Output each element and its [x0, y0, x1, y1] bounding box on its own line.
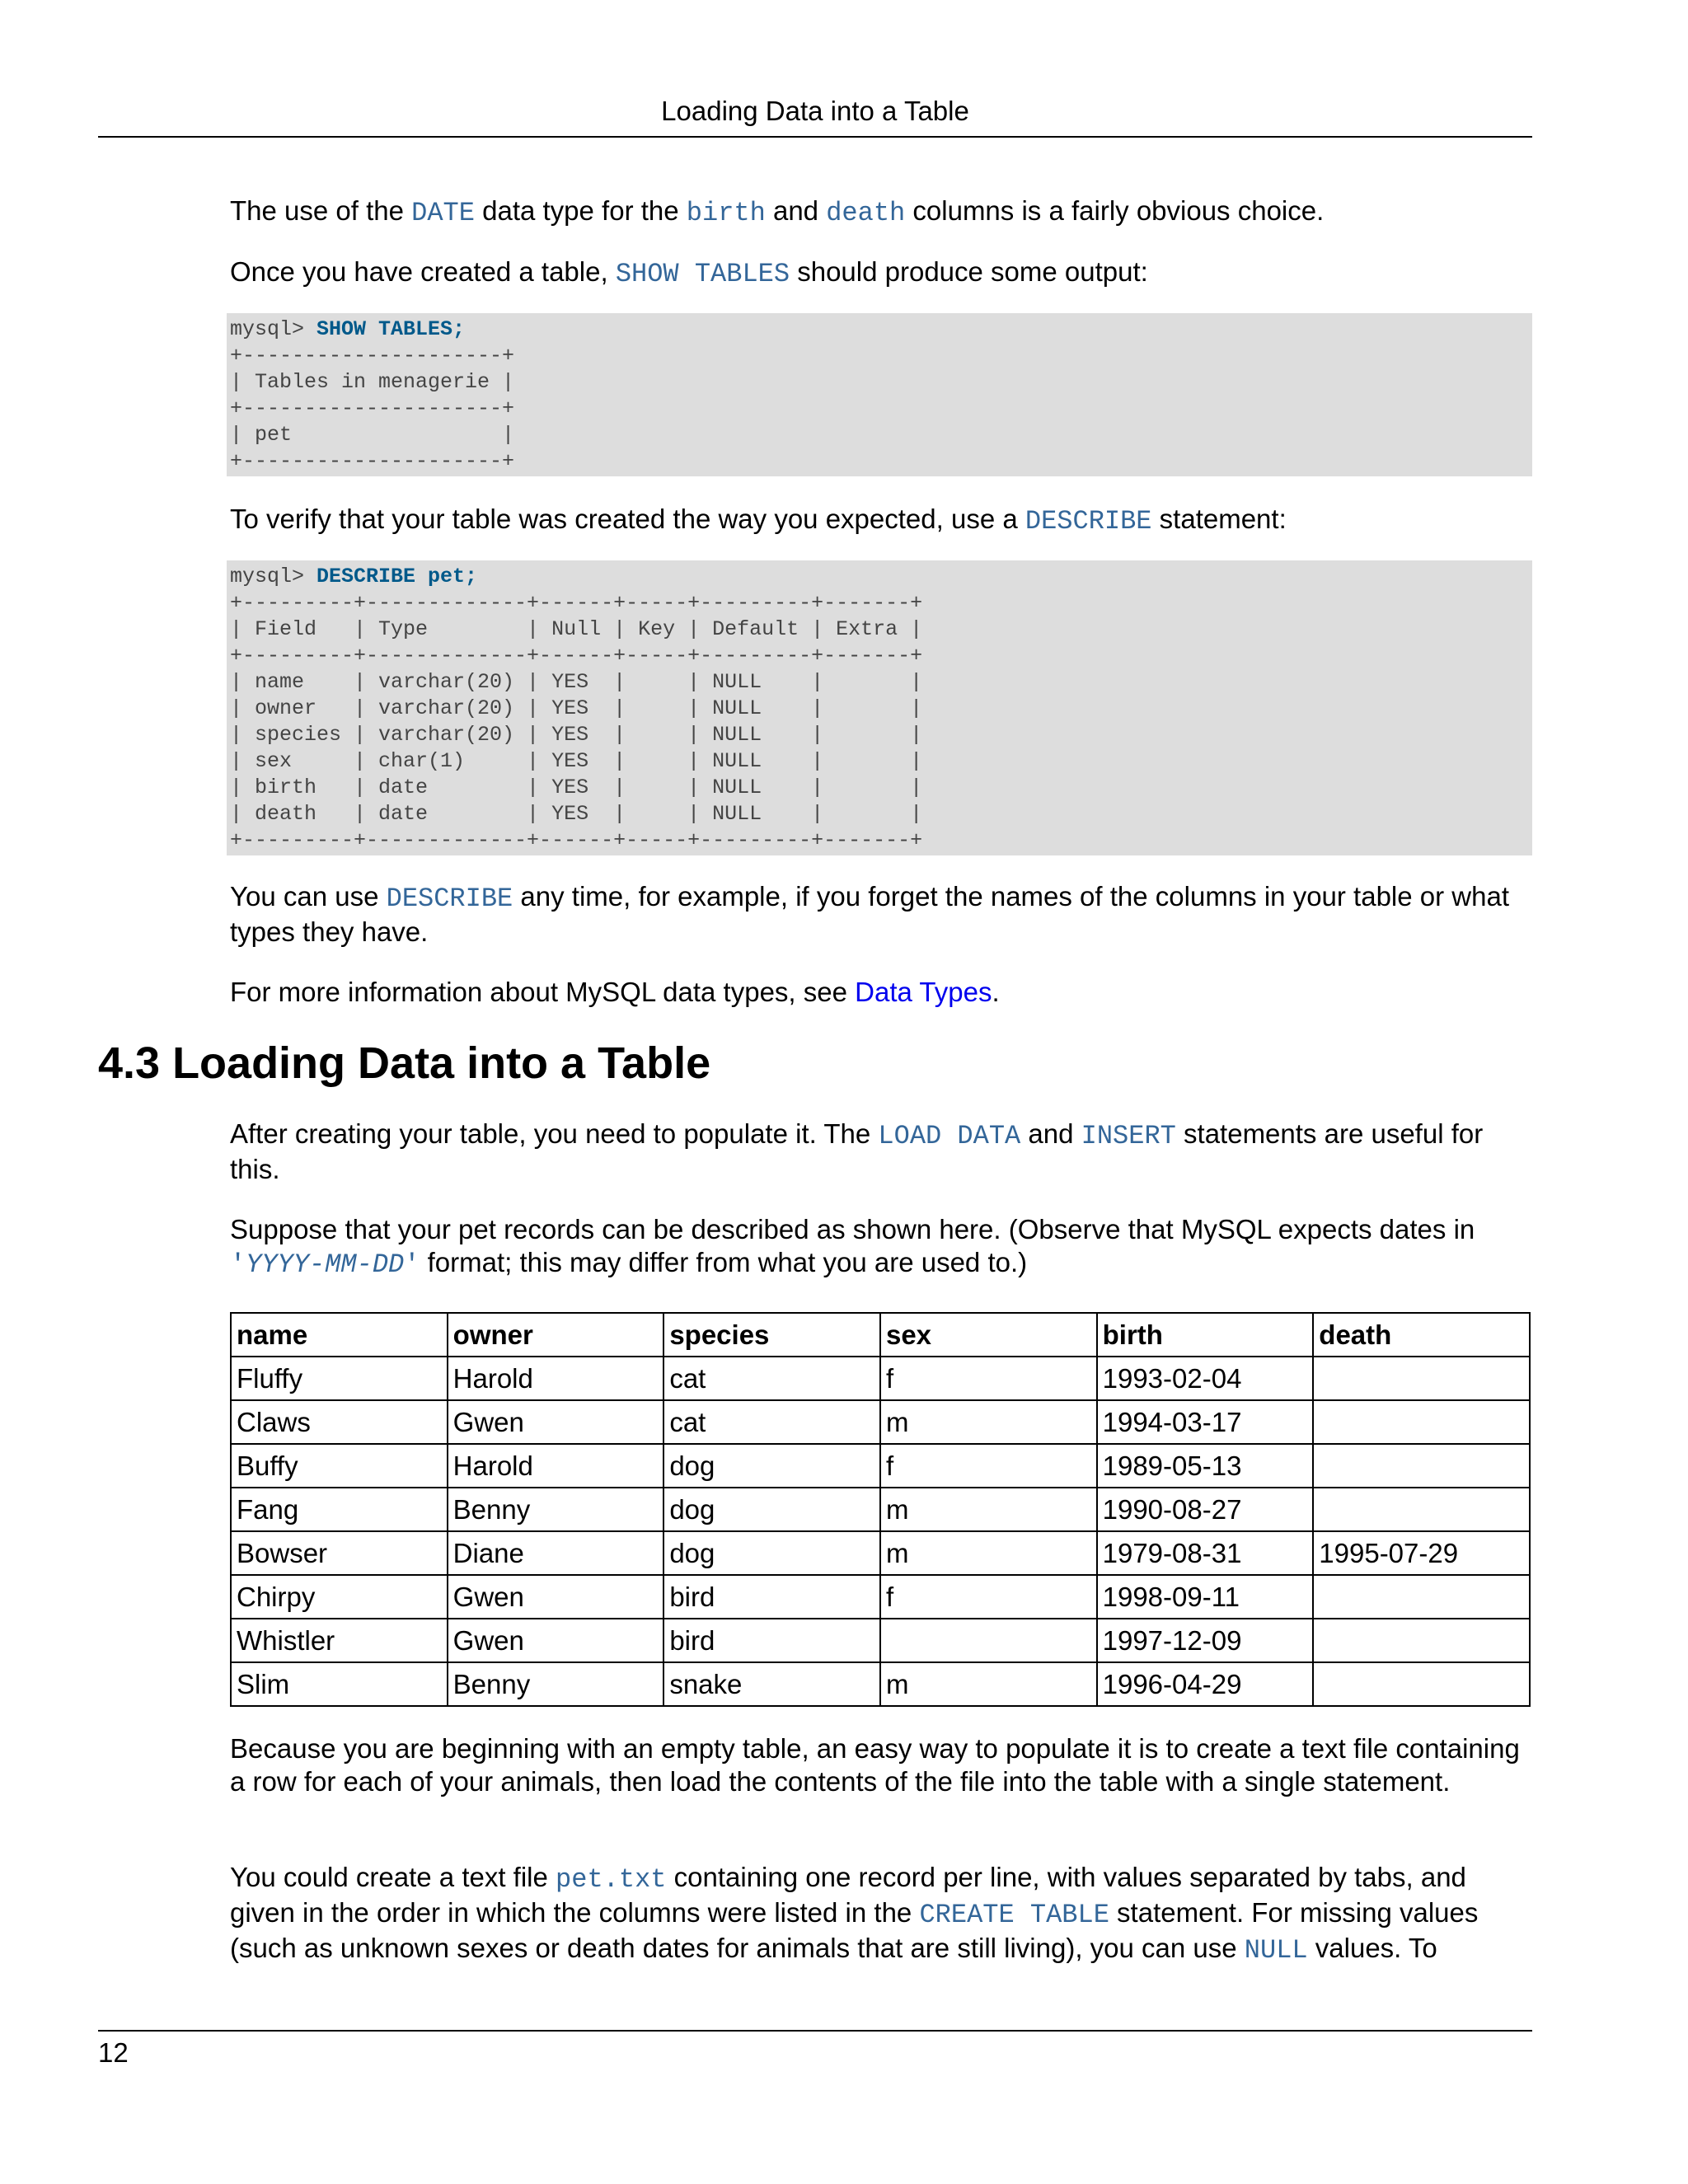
- table-cell: 1996-04-29: [1097, 1662, 1314, 1706]
- table-row: [231, 1488, 1530, 1531]
- table-cell: Harold: [448, 1444, 664, 1488]
- table-cell: Benny: [448, 1662, 664, 1706]
- table-cell: f: [880, 1575, 1097, 1619]
- column-header: name: [231, 1313, 448, 1357]
- table-cell: m: [880, 1488, 1097, 1531]
- table-cell: cat: [663, 1357, 880, 1400]
- code-create-table: CREATE TABLE: [919, 1900, 1109, 1930]
- table-cell: Bowser: [231, 1531, 448, 1575]
- table-cell: dog: [663, 1531, 880, 1575]
- column-header: sex: [880, 1313, 1097, 1357]
- column-header: species: [663, 1313, 880, 1357]
- footer-rule: [98, 2030, 1532, 2032]
- table-row: [231, 1662, 1530, 1706]
- code-null: NULL: [1244, 1935, 1308, 1966]
- page-number: 12: [98, 2037, 129, 2068]
- table-header-row: [231, 1313, 1530, 1357]
- table-cell: Fluffy: [231, 1357, 448, 1400]
- table-cell: Chirpy: [231, 1575, 448, 1619]
- column-header: owner: [448, 1313, 664, 1357]
- table-cell: [1313, 1400, 1530, 1444]
- code-date-format: YYYY-MM-DD: [246, 1249, 405, 1280]
- table-cell: [1313, 1488, 1530, 1531]
- table-row: [231, 1400, 1530, 1444]
- table-cell: [1313, 1575, 1530, 1619]
- table-cell: Gwen: [448, 1400, 664, 1444]
- table-cell: Whistler: [231, 1619, 448, 1662]
- table-cell: [1313, 1357, 1530, 1400]
- table-cell: cat: [663, 1400, 880, 1444]
- pet-records-table: [230, 1312, 1531, 1707]
- code-insert: INSERT: [1081, 1121, 1176, 1151]
- paragraph-describe-intro: To verify that your table was created the way you expected, use a DESCRIBE statement:: [230, 504, 1287, 537]
- table-cell: 1979-08-31: [1097, 1531, 1314, 1575]
- table-cell: [880, 1619, 1097, 1662]
- table-cell: Fang: [231, 1488, 448, 1531]
- table-cell: m: [880, 1531, 1097, 1575]
- table-row: [231, 1575, 1530, 1619]
- data-types-link[interactable]: Data Types: [855, 977, 992, 1007]
- code-describe-2: DESCRIBE: [386, 883, 513, 914]
- code-date: DATE: [411, 198, 475, 228]
- paragraph-populate: After creating your table, you need to populate it. The LOAD DATA and INSERT statements are useful for this.: [230, 1118, 1484, 1184]
- paragraph-describe-usage: You can use DESCRIBE any time, for example, if you forget the names of the columns in your table or what types they have.: [230, 881, 1510, 947]
- table-cell: Gwen: [448, 1619, 664, 1662]
- code-pet-txt: pet.txt: [556, 1864, 667, 1895]
- code-death: death: [826, 198, 906, 228]
- paragraph-show-tables: Once you have created a table, SHOW TABLES should produce some output:: [230, 256, 1148, 289]
- table-cell: Harold: [448, 1357, 664, 1400]
- paragraph-empty-table: Because you are beginning with an empty table, an easy way to populate it is to create a text file containing a row for each of your animals, then load the contents of the file into the table with a single statement.: [230, 1733, 1520, 1797]
- code-describe: DESCRIBE: [1025, 506, 1152, 537]
- table-cell: [1313, 1444, 1530, 1488]
- code-birth: birth: [686, 198, 766, 228]
- table-cell: bird: [663, 1619, 880, 1662]
- table-row: [231, 1444, 1530, 1488]
- section-heading: 4.3 Loading Data into a Table: [98, 1038, 711, 1088]
- table-cell: Buffy: [231, 1444, 448, 1488]
- table-cell: 1997-12-09: [1097, 1619, 1314, 1662]
- table-cell: [1313, 1662, 1530, 1706]
- table-cell: m: [880, 1400, 1097, 1444]
- table-cell: Claws: [231, 1400, 448, 1444]
- table-cell: 1994-03-17: [1097, 1400, 1314, 1444]
- table-cell: bird: [663, 1575, 880, 1619]
- table-row: [231, 1357, 1530, 1400]
- column-header: birth: [1097, 1313, 1314, 1357]
- table-cell: dog: [663, 1444, 880, 1488]
- table-cell: 1993-02-04: [1097, 1357, 1314, 1400]
- code-block-describe-pet: mysql> DESCRIBE pet; +---------+-------------+------+-----+---------+-------+ | Field | Type | Null | Key | Default | Extra | +---------+-------------+------+-----+---------+-------+ | name | varchar(20) | YES | | NULL | | | owner | varchar(20) | YES | | NULL | | | species | varchar(20) | YES | | NULL | | | sex | char(1) | YES | | NULL | | | birth | date | YES | | NULL | | | death | date | YES | | NULL | | +---------+-------------+------+-----+---------+-------+: [227, 560, 1532, 855]
- table-cell: Diane: [448, 1531, 664, 1575]
- table-cell: m: [880, 1662, 1097, 1706]
- table-cell: snake: [663, 1662, 880, 1706]
- table-cell: 1998-09-11: [1097, 1575, 1314, 1619]
- table-cell: f: [880, 1357, 1097, 1400]
- paragraph-date-type: The use of the DATE data type for the birth and death columns is a fairly obvious choice.: [230, 195, 1325, 228]
- code-block-show-tables: mysql> SHOW TABLES; +---------------------+ | Tables in menagerie | +---------------------+ | pet | +---------------------+: [227, 313, 1532, 476]
- table-cell: Slim: [231, 1662, 448, 1706]
- running-header: Loading Data into a Table: [661, 96, 969, 126]
- table-cell: Gwen: [448, 1575, 664, 1619]
- column-header: death: [1313, 1313, 1530, 1357]
- table-cell: dog: [663, 1488, 880, 1531]
- table-row: [231, 1531, 1530, 1575]
- paragraph-data-types: For more information about MySQL data types, see Data Types.: [230, 977, 1000, 1007]
- table-cell: 1989-05-13: [1097, 1444, 1314, 1488]
- table-cell: [1313, 1619, 1530, 1662]
- code-load-data: LOAD DATA: [878, 1121, 1021, 1151]
- table-cell: 1995-07-29: [1313, 1531, 1530, 1575]
- table-cell: 1990-08-27: [1097, 1488, 1314, 1531]
- command-describe-pet: DESCRIBE pet;: [316, 565, 478, 588]
- table-row: [231, 1619, 1530, 1662]
- table-cell: Benny: [448, 1488, 664, 1531]
- code-show-tables: SHOW TABLES: [615, 259, 790, 289]
- paragraph-pet-txt: You could create a text file pet.txt containing one record per line, with values separated by tabs, and given in the order in which the columns were listed in the CREATE TABLE statement. For missing values (such as unknown sexes or death dates for animals that are still living), you can use NULL values. To: [230, 1862, 1479, 1966]
- table-cell: f: [880, 1444, 1097, 1488]
- command-show-tables: SHOW TABLES;: [316, 317, 466, 341]
- header-rule: [98, 136, 1532, 138]
- paragraph-date-format: Suppose that your pet records can be described as shown here. (Observe that MySQL expects dates in 'YYYY-MM-DD' format; this may differ from what you are used to.): [230, 1214, 1475, 1280]
